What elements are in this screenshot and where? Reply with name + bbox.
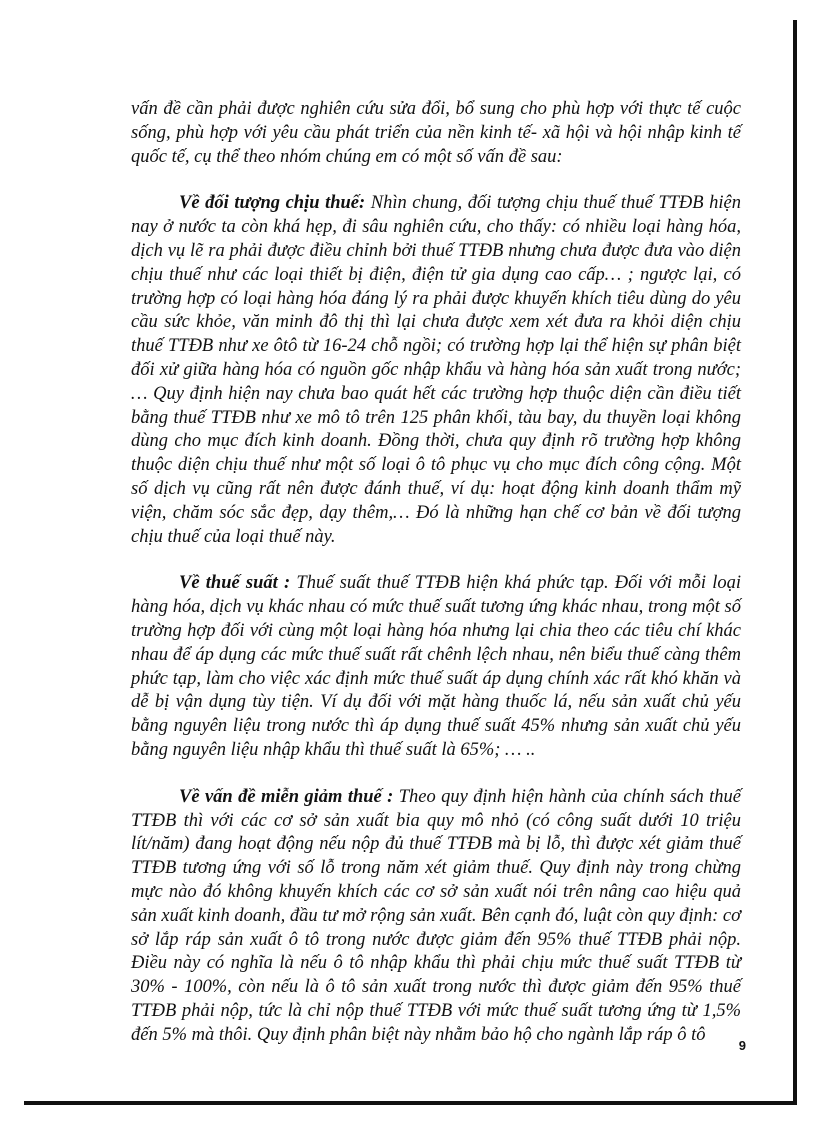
- heading-tax-exemption: Về vấn đề miễn giảm thuế :: [179, 786, 394, 807]
- paragraph-intro: [131, 98, 741, 169]
- heading-taxable-objects: Về đối tượng chịu thuế:: [179, 193, 366, 214]
- paragraph-tax-rates: [131, 572, 741, 762]
- page-number: 9: [738, 1038, 746, 1053]
- heading-tax-rates: Về thuế suất :: [179, 573, 291, 594]
- paragraph-taxable-objects: [131, 192, 741, 549]
- paragraph-tax-exemption-body: Theo quy định hiện hành của chính sách thuế TTĐB thì với các cơ sở sản xuất bia quy mô nhỏ (có công suất dưới 10 triệu lít/năm) đang hoạt động nếu nộp đủ thuế TTĐB mà bị lỗ, thì được xét giảm thuế TTĐB tương ứng với số lỗ trong năm xét giảm thuế. Quy định này trong chừng mực nào đó không khuyến khích các cơ sở sản xuất nói trên nâng cao hiệu quả sản xuất kinh doanh, đầu tư mở rộng sản xuất. Bên cạnh đó, luật còn quy định: cơ sở lắp ráp sản xuất ô tô trong nước được giảm đến 95% thuế TTĐB phải nộp. Điều này có nghĩa là nếu ô tô nhập khẩu thì phải chịu mức thuế suất TTĐB từ 30% - 100%, còn nếu là ô tô sản xuất trong nước thì được giảm đến 95% thuế TTĐB phải nộp, tức là chỉ nộp thuế TTĐB với mức thuế suất tương ứng từ 1,5% đến 5% mà thôi. Quy định phân biệt này nhằm bảo hộ cho ngành lắp ráp ô tô: [131, 786, 741, 1045]
- paragraph-tax-exemption: [131, 786, 741, 1048]
- body-text: [131, 98, 741, 1047]
- paragraph-intro-body: vấn đề cần phải được nghiên cứu sửa đổi, bổ sung cho phù hợp với thực tế cuộc sống, phù hợp với yêu cầu phát triển của nền kinh tế- xã hội và hội nhập kinh tế quốc tế, cụ thể theo nhóm chúng em có một số vấn đề sau:: [131, 99, 741, 167]
- page-border-bottom: [24, 1101, 797, 1105]
- paragraph-tax-rates-body: Thuế suất thuế TTĐB hiện khá phức tạp. Đối với mỗi loại hàng hóa, dịch vụ khác nhau có mức thuế suất tương ứng khác nhau, trong một số trường hợp đối với cùng một loại hàng hóa nhưng lại chia theo các tiêu chí khác nhau để áp dụng các mức thuế suất rất chênh lệch nhau, nên biểu thuế càng thêm phức tạp, làm cho việc xác định mức thuế suất áp dụng chính xác rất khó khăn và dễ bị vận dụng tùy tiện. Ví dụ đối với mặt hàng thuốc lá, nếu sản xuất chủ yếu bằng nguyên liệu trong nước thì áp dụng thuế suất 45% nhưng sản xuất chủ yếu bằng nguyên liệu nhập khẩu thì thuế suất là 65%; … ..: [131, 573, 741, 760]
- paragraph-taxable-objects-body: Nhìn chung, đối tượng chịu thuế thuế TTĐB hiện nay ở nước ta còn khá hẹp, đi sâu nghiên cứu, cho thấy: có nhiều loại hàng hóa, dịch vụ lẽ ra phải được điều chỉnh bởi thuế TTĐB nhưng chưa được đưa vào diện chịu thuế như các loại thiết bị điện, điện tử gia dụng cao cấp… ; ngược lại, có trường hợp có loại hàng hóa đáng lý ra phải được khuyến khích tiêu dùng do yêu cầu sức khỏe, văn minh đô thị thì lại chưa được xem xét đưa ra khỏi diện chịu thuế TTĐB như xe ôtô từ 16-24 chỗ ngồi; có trường hợp lại thể hiện sự phân biệt đối xử giữa hàng hóa có nguồn gốc nhập khẩu và hàng hóa sản xuất trong nước; … Quy định hiện nay chưa bao quát hết các trường hợp thuộc diện cần điều tiết bằng thuế TTĐB như xe mô tô trên 125 phân khối, tàu bay, du thuyền loại không dùng cho mục đích kinh doanh. Đồng thời, chưa quy định rõ trường hợp không thuộc diện chịu thuế như một số loại ô tô phục vụ cho mục đích công cộng. Một số dịch vụ cũng rất nên được đánh thuế, ví dụ: hoạt động kinh doanh thẩm mỹ viện, chăm sóc sắc đẹp, dạy thêm,… Đó là những hạn chế cơ bản về đối tượng chịu thuế của loại thuế này.: [131, 193, 742, 547]
- page-border-right: [793, 20, 797, 1105]
